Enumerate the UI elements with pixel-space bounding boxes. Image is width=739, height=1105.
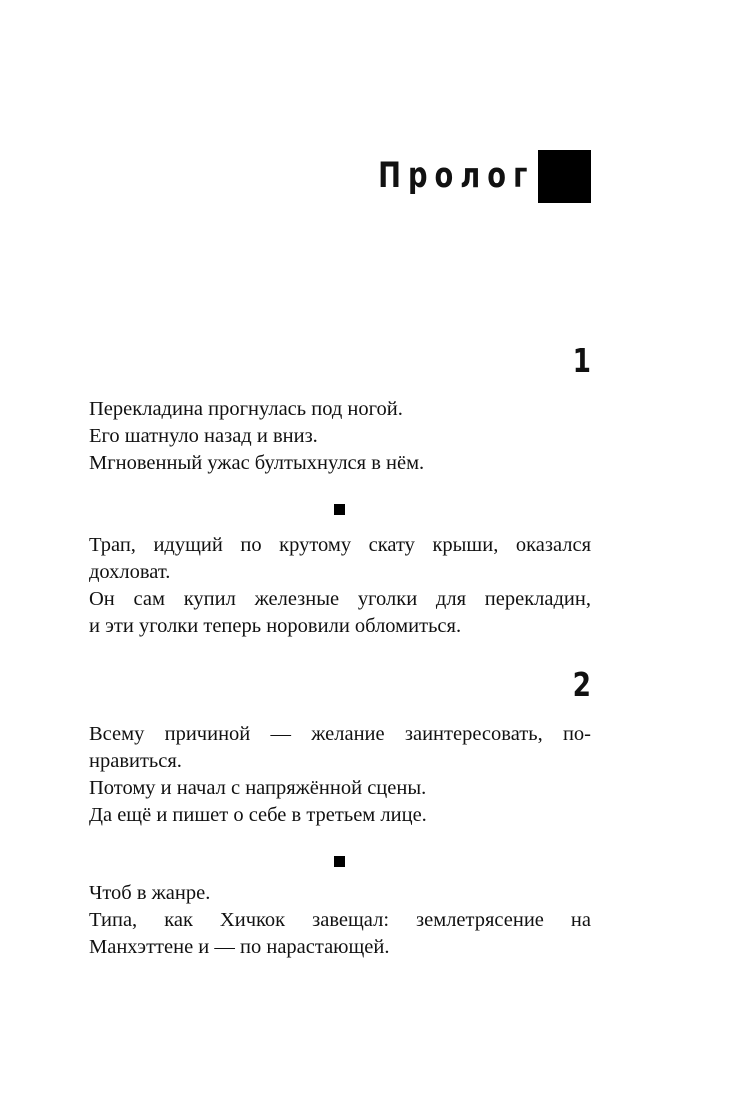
- text-line: Манхэттене и — по нарастающей.: [89, 936, 390, 958]
- text-line: Он сам купил железные уголки для перекладин,: [89, 588, 591, 610]
- chapter-heading: [334, 150, 591, 203]
- chapter-title: Пролог: [377, 156, 534, 196]
- section-number-2: 2: [572, 665, 591, 704]
- text-line: Всему причиной — желание заинтересовать, по-: [89, 723, 591, 745]
- text-line: и эти уголки теперь норовили обломиться.: [89, 615, 462, 637]
- section-2-text-a: [89, 721, 591, 829]
- chapter-square-mark: [538, 150, 591, 203]
- section-separator-square: [334, 856, 345, 867]
- text-line: Потому и начал с напряжённой сцены.: [89, 777, 427, 799]
- text-line: Трап, идущий по крутому скату крыши, оказался: [89, 534, 591, 556]
- text-line: нравиться.: [89, 750, 182, 772]
- text-line: Его шатнуло назад и вниз.: [89, 425, 318, 447]
- section-1-text-b: [89, 532, 591, 640]
- section-separator-square: [334, 504, 345, 515]
- section-2-text-b: [89, 880, 591, 961]
- text-line: Перекладина прогнулась под ногой.: [89, 398, 403, 420]
- section-1-text-a: [89, 396, 591, 477]
- text-line: Мгновенный ужас бултыхнулся в нём.: [89, 452, 425, 474]
- text-line: Чтоб в жанре.: [89, 882, 211, 904]
- text-line: Да ещё и пишет о себе в третьем лице.: [89, 804, 427, 826]
- text-line: Типа, как Хичкок завещал: землетрясение на: [89, 909, 591, 931]
- section-number-1: 1: [572, 341, 591, 380]
- text-line: дохловат.: [89, 561, 171, 583]
